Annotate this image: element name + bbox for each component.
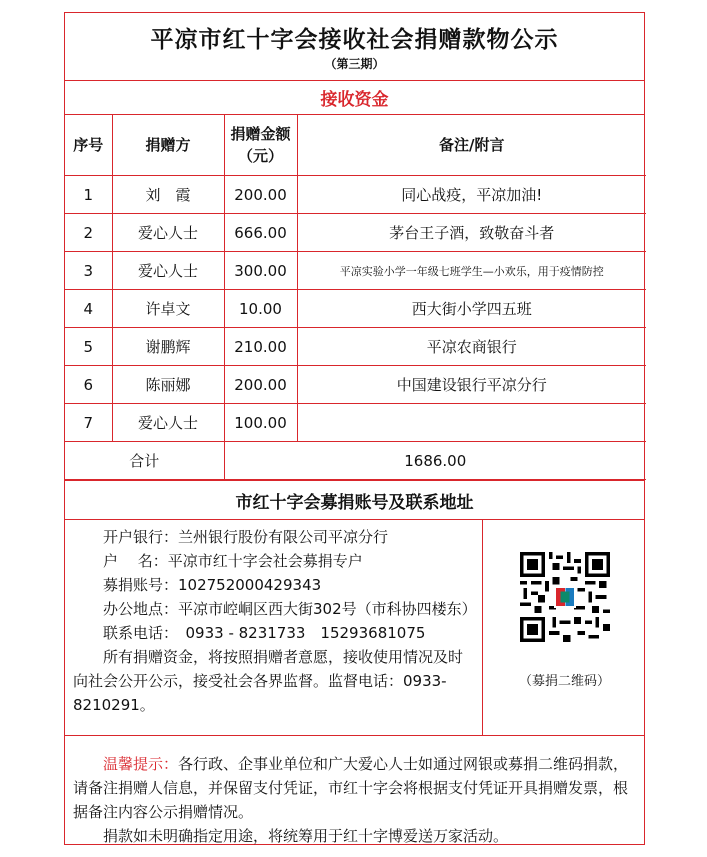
row-donor: 刘 霞 (112, 176, 224, 214)
account-details (65, 520, 483, 735)
title-block (65, 13, 644, 81)
account-name-line: 户 名：平凉市红十字会社会募捐专户 (103, 552, 363, 570)
row-note: 同心战疫，平凉加油! (297, 176, 646, 214)
row-no: 1 (65, 176, 112, 214)
account-number-line: 募捐账号：102752000429343 (103, 576, 322, 594)
table-row (65, 404, 646, 442)
tip-paragraph-2: 捐款如未明确指定用途，将统筹用于红十字博爱送万家活动。 (103, 827, 509, 845)
total-row (65, 442, 646, 480)
header-amount-line1: 捐赠金额 (230, 125, 291, 143)
header-no: 序号 (65, 115, 112, 176)
row-no: 4 (65, 290, 112, 328)
row-no: 2 (65, 214, 112, 252)
tip-paragraph (73, 752, 636, 824)
header-donor: 捐赠方 (112, 115, 224, 176)
qr-caption: （募捐二维码） (518, 674, 610, 689)
row-amount: 210.00 (224, 328, 297, 366)
row-note: 西大街小学四五班 (297, 290, 646, 328)
tip-block (65, 736, 644, 848)
row-donor: 许卓文 (112, 290, 224, 328)
row-donor: 爱心人士 (112, 252, 224, 290)
phone-line: 联系电话： 0933 - 8231733 15293681075 (103, 624, 426, 642)
row-note: 中国建设银行平凉分行 (297, 366, 646, 404)
notice-paragraph: 所有捐赠资金，将按照捐赠者意愿，接收使用情况及时向社会公开公示，接受社会各界监督。监督电话：0933-8210291。 (73, 648, 464, 714)
total-value: 1686.00 (224, 442, 646, 480)
row-amount: 300.00 (224, 252, 297, 290)
qr-panel (483, 520, 646, 735)
section-funds-heading: 接收资金 (65, 81, 644, 115)
table-row (65, 366, 646, 404)
bank-line: 开户银行：兰州银行股份有限公司平凉分行 (103, 528, 389, 546)
row-donor: 爱心人士 (112, 404, 224, 442)
row-no: 7 (65, 404, 112, 442)
row-no: 3 (65, 252, 112, 290)
row-note: 平凉农商银行 (297, 328, 646, 366)
table-header-row (65, 115, 646, 176)
row-amount: 666.00 (224, 214, 297, 252)
row-donor: 谢鹏辉 (112, 328, 224, 366)
table-row (65, 176, 646, 214)
row-amount: 200.00 (224, 176, 297, 214)
row-note: 平凉实验小学一年级七班学生—小欢乐，用于疫情防控 (297, 252, 646, 290)
qr-code-icon (520, 552, 610, 642)
row-no: 5 (65, 328, 112, 366)
total-label: 合计 (65, 442, 224, 480)
account-info-block (65, 520, 644, 736)
row-no: 6 (65, 366, 112, 404)
row-note: 茅台王子酒，致敬奋斗者 (297, 214, 646, 252)
table-row (65, 214, 646, 252)
tip-label: 温馨提示： (103, 755, 179, 773)
section-account-heading: 市红十字会募捐账号及联系地址 (65, 480, 644, 520)
page-title: 平凉市红十字会接收社会捐赠款物公示 (150, 27, 559, 53)
row-note (297, 404, 646, 442)
row-amount: 10.00 (224, 290, 297, 328)
table-row (65, 252, 646, 290)
table-row (65, 290, 646, 328)
table-row (65, 328, 646, 366)
announcement-sheet (64, 12, 645, 845)
row-amount: 200.00 (224, 366, 297, 404)
header-amount (224, 115, 297, 176)
header-note: 备注/附言 (297, 115, 646, 176)
header-amount-line2: （元） (237, 147, 283, 165)
address-line: 办公地点：平凉市崆峒区西大街302号（市科协四楼东） (103, 600, 477, 618)
row-donor: 陈丽娜 (112, 366, 224, 404)
issue-label: （第三期） (324, 57, 385, 71)
donation-table (65, 115, 646, 480)
row-donor: 爱心人士 (112, 214, 224, 252)
row-amount: 100.00 (224, 404, 297, 442)
tip-text: 各行政、企事业单位和广大爱心人士如通过网银或募捐二维码捐款，请备注捐赠人信息，并保留支付凭证，市红十字会将根据支付凭证开具捐赠发票，根据备注内容公示捐赠情况。 (73, 755, 629, 821)
